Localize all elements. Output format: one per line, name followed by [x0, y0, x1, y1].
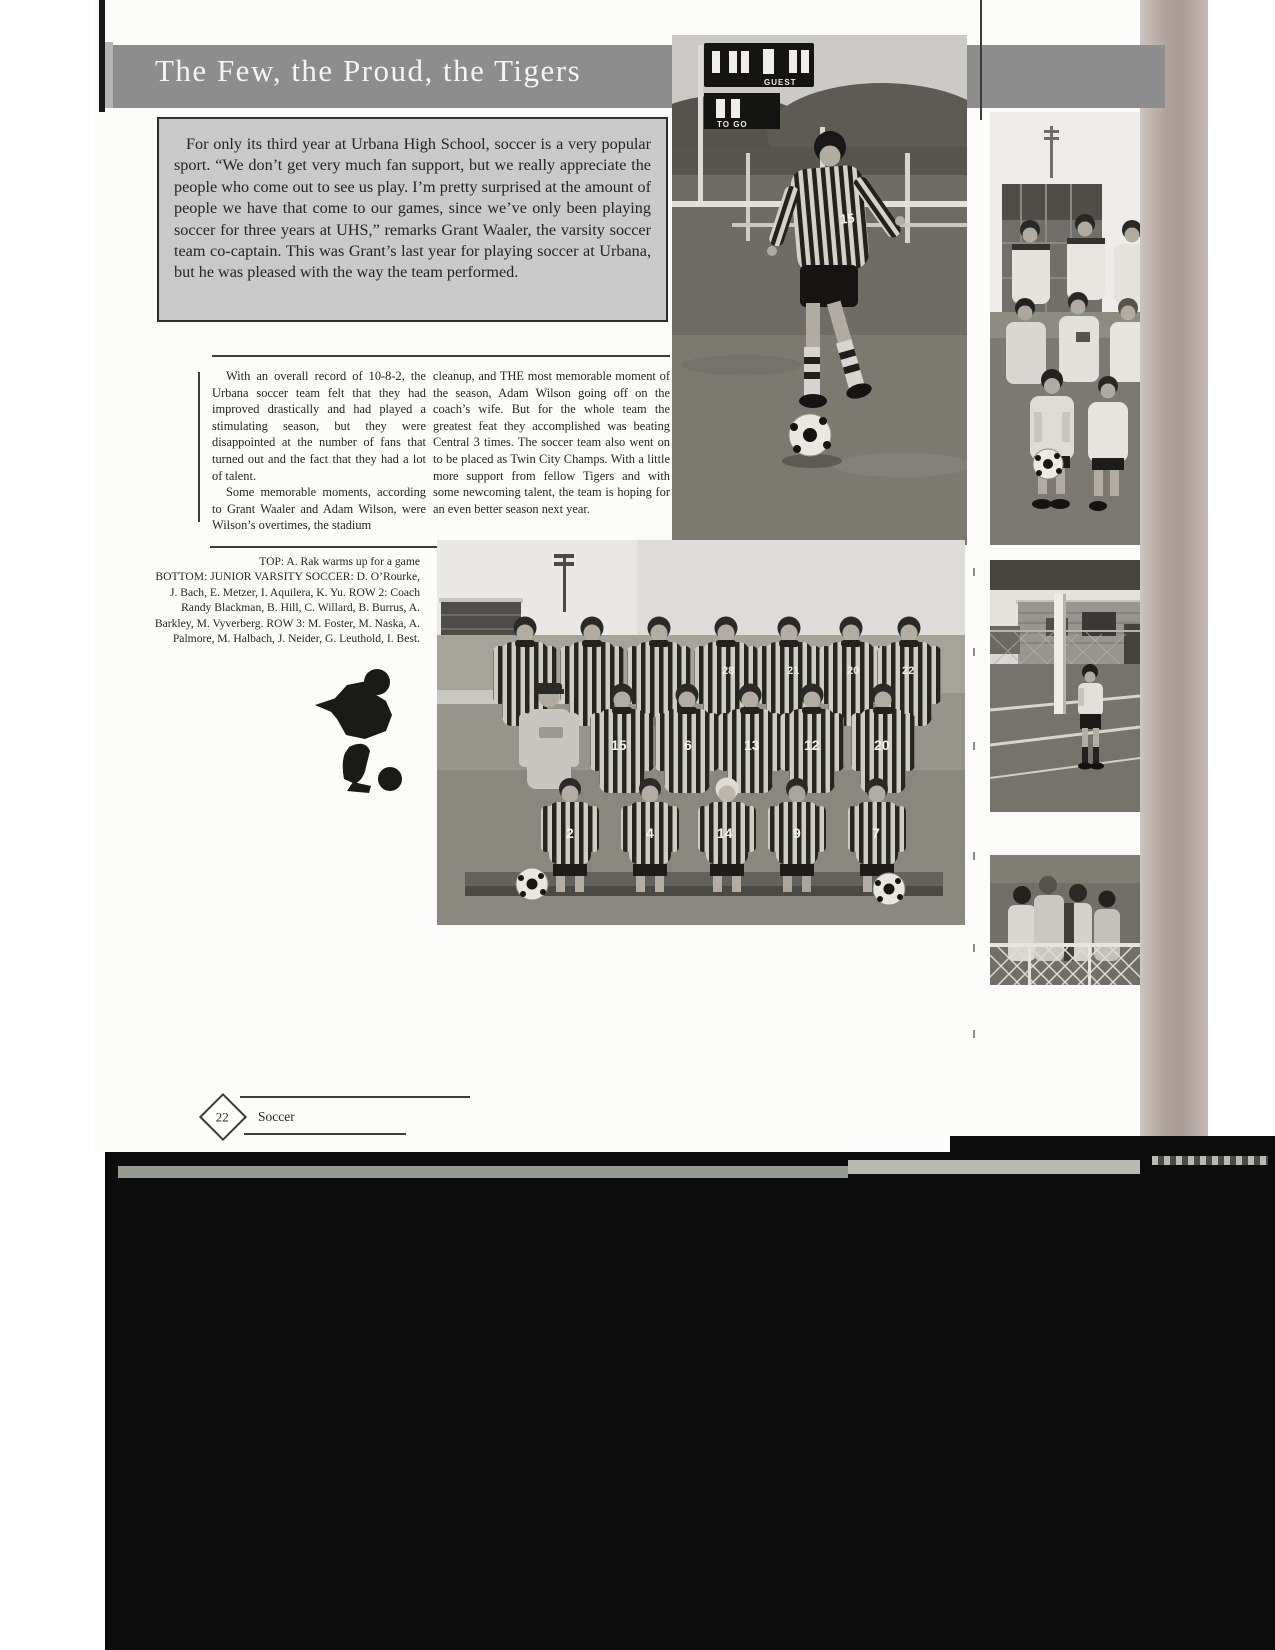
scan-black-region: [105, 1152, 1275, 1650]
intro-box: [157, 117, 668, 322]
sideline-fence-photo-art: [990, 855, 1140, 985]
section-label: Soccer: [258, 1109, 295, 1124]
sideline-fence-photo: [990, 855, 1140, 985]
jersey-number: 9: [793, 825, 801, 841]
jersey-number: 13: [744, 737, 760, 753]
footer-top-rule: [240, 1096, 470, 1098]
article-top-rule: [212, 355, 670, 357]
scan-line-artifact: [980, 0, 982, 120]
team-ball-right: [873, 873, 905, 905]
gutter-tick: [973, 1030, 975, 1038]
article-column-2: [433, 368, 670, 517]
team-ball-left: [516, 868, 548, 900]
group-middle-players: [1006, 292, 1140, 384]
article-paragraph: With an overall record of 10-8-2, the Urbana soccer team felt that they had improved drastically and had played a stimulating season, but they were disappointed at the number of fans that turned out and the fact that they had a lot of talent.: [212, 369, 426, 483]
action-jersey-number: 15: [839, 210, 856, 227]
scan-edge-shade: [105, 42, 113, 108]
jersey-number: 6: [684, 737, 692, 753]
scoreboard-guest-label: GUEST: [764, 78, 797, 87]
article-column-1: [212, 368, 426, 534]
jersey-number: 12: [804, 737, 820, 753]
soccer-kicker-icon: [313, 655, 405, 793]
article-side-rule: [198, 372, 200, 522]
scan-texture-strip: [1152, 1156, 1268, 1165]
group-ball: [1033, 449, 1063, 479]
caption-rule: [210, 546, 447, 548]
article-paragraph: Some memorable moments, according to Grant Waaler and Adam Wilson, were Wilson’s overtimes, the stadium: [212, 485, 426, 533]
gutter-tick: [973, 568, 975, 576]
intro-text: For only its third year at Urbana High School, soccer is a very popular sport. “We don’t get very much fan support, but we really appreciate the people who come out to see us play. I’m pretty surprised at the amount of people we have that come to our games, since we’ve only been playing soccer for three years at UHS,” remarks Grant Waaler, the varsity soccer team co-captain. This was Grant’s last year for playing soccer at Urbana, but he was pleased with the way the team performed.: [174, 135, 651, 282]
varsity-group-photo: [990, 112, 1140, 545]
gutter-tick: [973, 742, 975, 750]
caption-bottom: BOTTOM: JUNIOR VARSITY SOCCER: D. O’Rourke, J. Bach, E. Metzer, I. Aquilera, K. Yu. ROW 2: Coach Randy Blackman, B. Hill, C. Willard, B. Burrus, A. Barkley, M. Vyverberg. ROW 3: M. Foster, M. Naska, A. Palmore, M. Halbach, J. Neider, G. Leuthold, I. Best.: [154, 570, 420, 646]
page-edge-band: [1140, 0, 1208, 1152]
jersey-number: 2: [566, 825, 574, 841]
jersey-number: 4: [646, 825, 654, 841]
jersey-number: 28: [722, 665, 735, 677]
jersey-number: 22: [902, 665, 915, 677]
page-number: 22: [215, 1109, 229, 1125]
team-photo-art: [437, 540, 965, 925]
caption-top: TOP: A. Rak warms up for a game: [259, 555, 420, 568]
jersey-number: 15: [611, 737, 627, 753]
goalkeeper-photo-art: [990, 560, 1140, 812]
gutter-tick: [973, 852, 975, 860]
scoreboard-togo-label: TO GO: [717, 120, 748, 129]
varsity-group-photo-art: [990, 112, 1140, 545]
jersey-number: 14: [717, 825, 733, 841]
team-photo: [437, 540, 965, 925]
article-paragraph: cleanup, and THE most memorable moment of the season, Adam Wilson going off on the coach’s wife. But for the whole team the greatest feat they accomplished was beating Central 3 times. The soccer team also went on to be placed as Twin City Champs. With a little more support from fellow Tigers and with some newcoming talent, the team is hoping for an even better season next year.: [433, 369, 670, 516]
jersey-number: 7: [872, 825, 880, 841]
goalkeeper-photo: [990, 560, 1140, 812]
page-title: The Few, the Proud, the Tigers: [155, 53, 582, 88]
scan-table-strip: [118, 1166, 848, 1178]
photo-captions: [148, 554, 420, 646]
jersey-number: 21: [787, 665, 800, 677]
jersey-number: 20: [874, 737, 890, 753]
gutter-tick: [973, 648, 975, 656]
action-photo-art: [672, 35, 967, 545]
gutter-tick: [973, 944, 975, 952]
kicker-silhouette: [315, 669, 402, 793]
soccer-kicker-icon-svg: [313, 655, 405, 793]
footer-bottom-rule: [244, 1133, 406, 1135]
action-photo: [672, 35, 967, 545]
scan-table-strip-light: [848, 1160, 1140, 1174]
jersey-number: 20: [847, 665, 860, 677]
